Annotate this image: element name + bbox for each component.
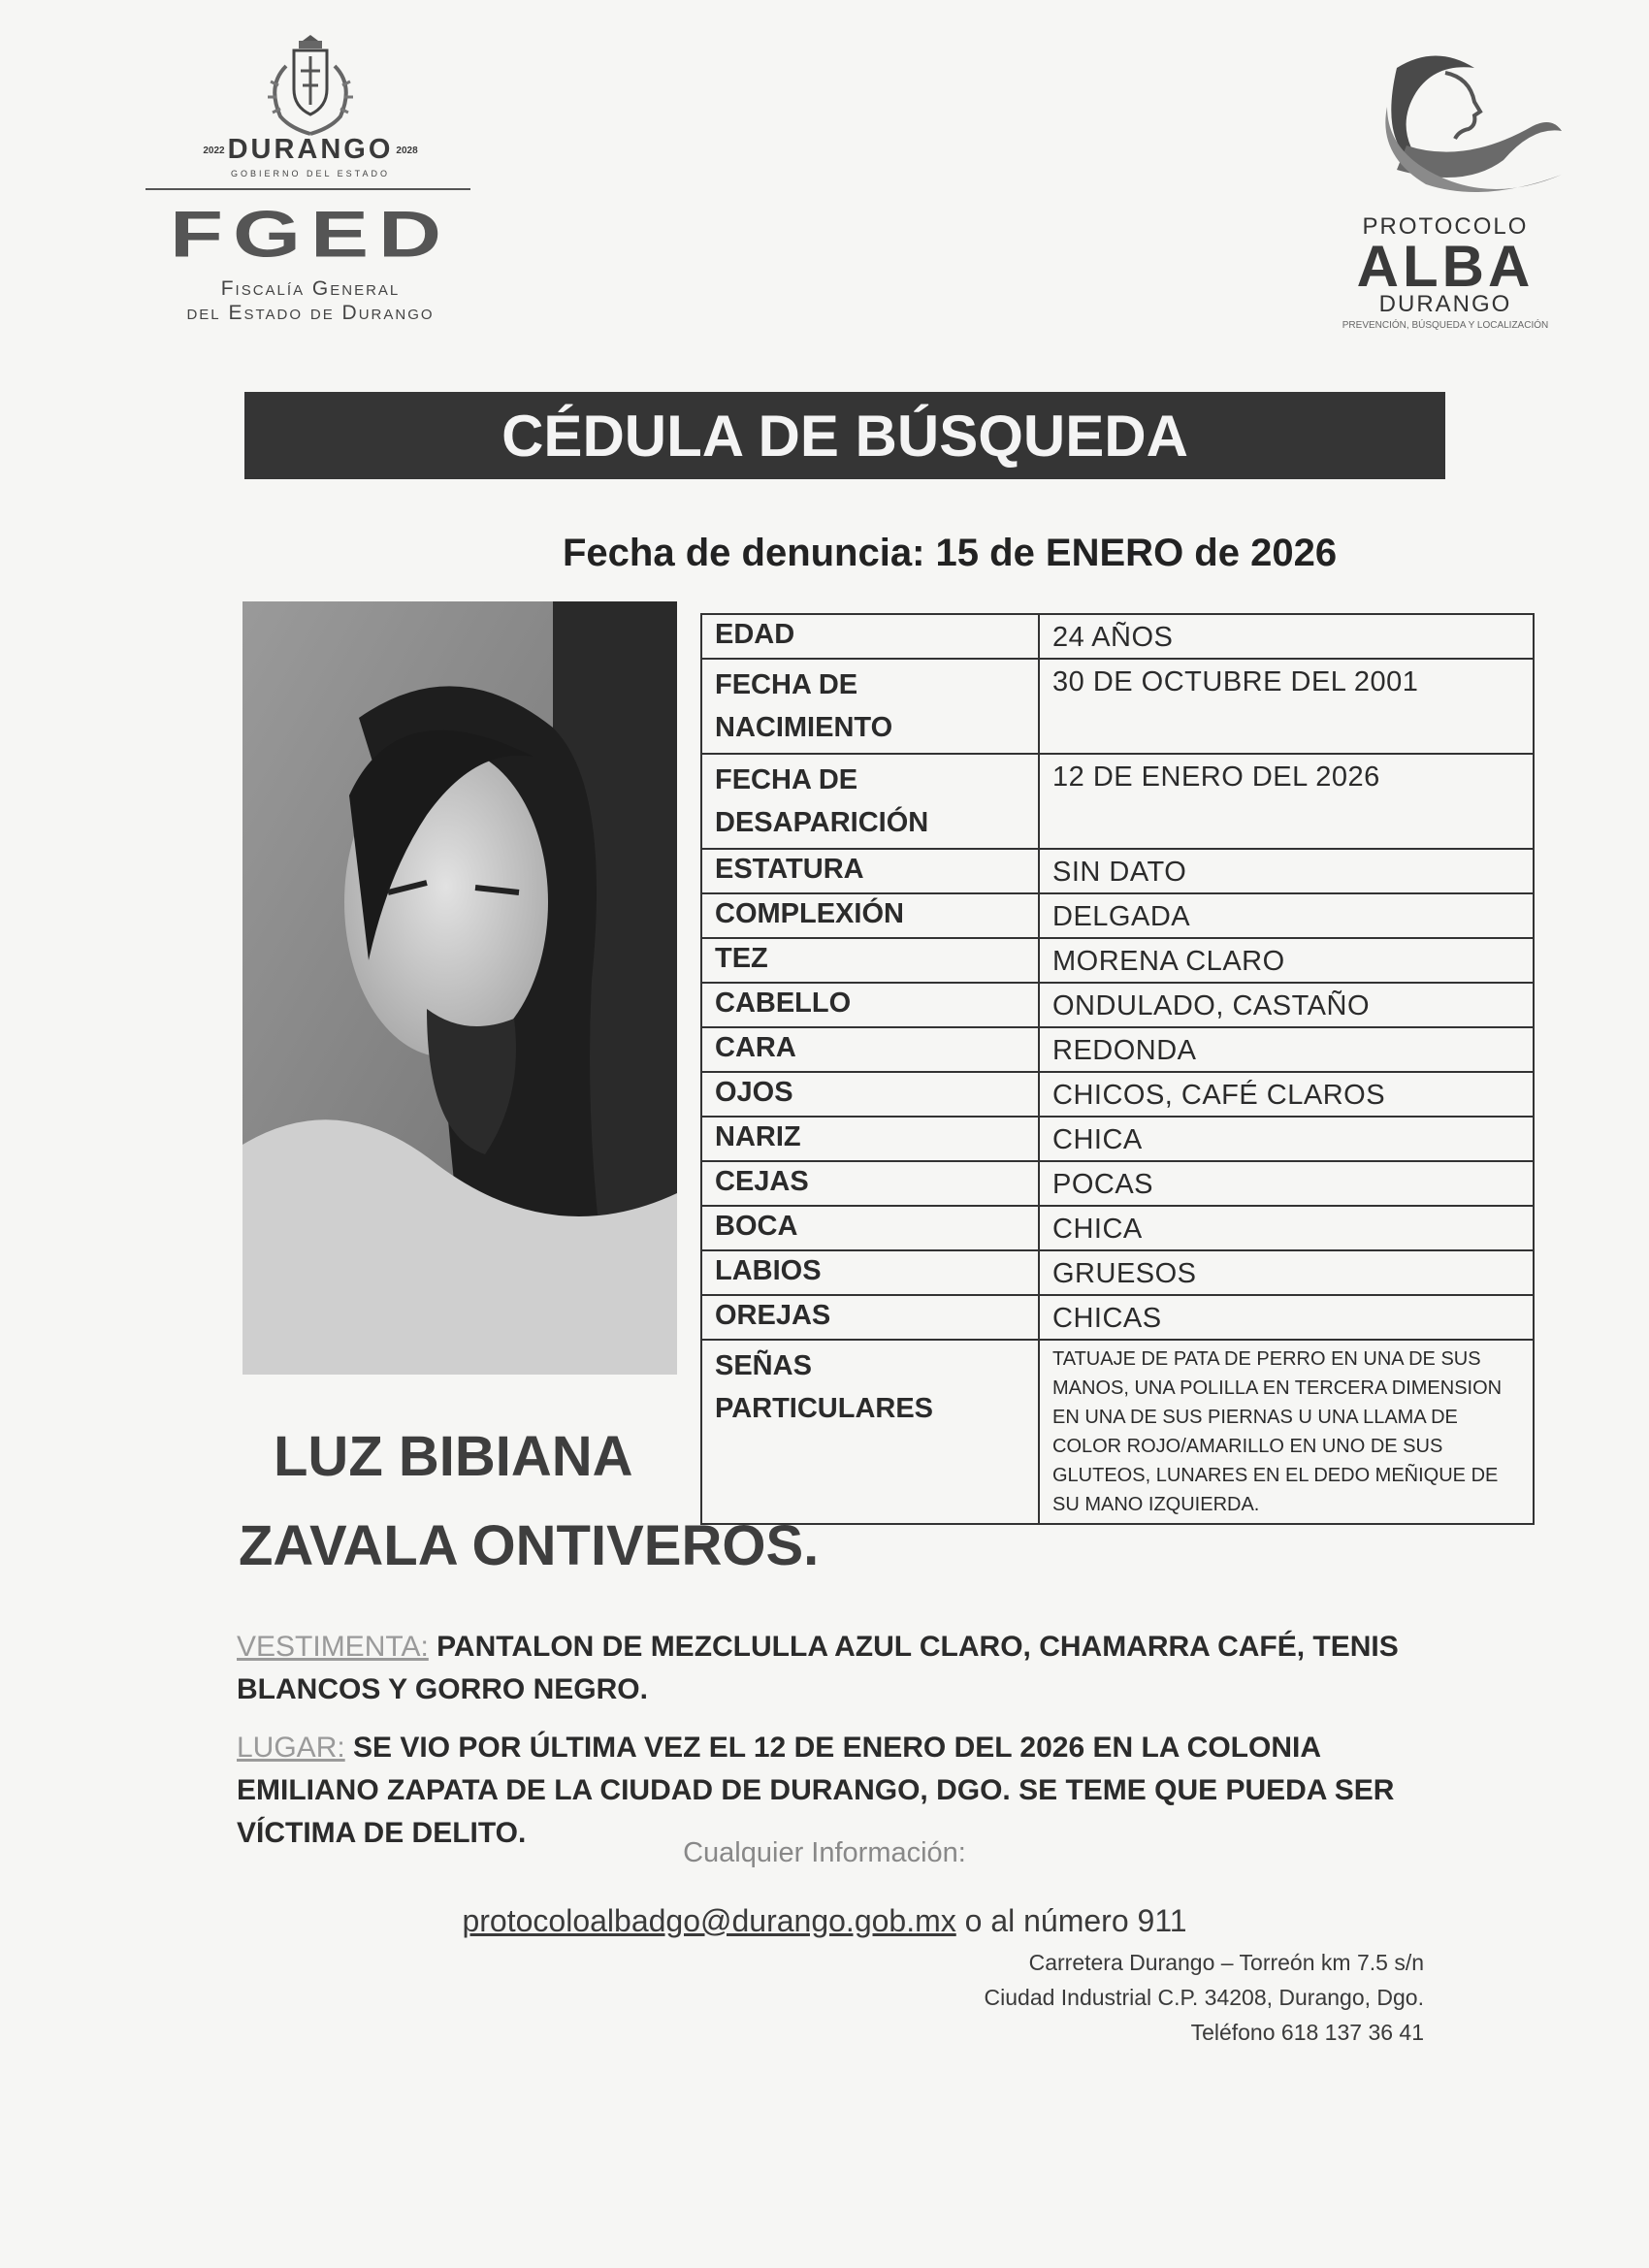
row-label: LABIOS	[701, 1250, 1039, 1295]
logo-divider	[146, 188, 470, 190]
location-label: LUGAR:	[237, 1732, 345, 1764]
row-label: EDAD	[701, 614, 1039, 659]
physical-description-table	[700, 613, 1535, 1525]
state-crest-icon	[257, 27, 364, 144]
row-label: BOCA	[701, 1206, 1039, 1250]
row-label: CEJAS	[701, 1161, 1039, 1206]
row-value: CHICA	[1039, 1117, 1534, 1161]
row-label: ESTATURA	[701, 849, 1039, 893]
protocolo-word: PROTOCOLO	[1362, 213, 1529, 240]
table-row	[701, 893, 1534, 938]
row-value: CHICA	[1039, 1206, 1534, 1250]
table-row	[701, 1117, 1534, 1161]
row-value: GRUESOS	[1039, 1250, 1534, 1295]
table-row	[701, 659, 1534, 754]
person-name-line1: LUZ BIBIANA	[274, 1425, 633, 1488]
person-name-line2: ZAVALA ONTIVEROS.	[239, 1514, 820, 1577]
row-value: MORENA CLARO	[1039, 938, 1534, 983]
table-row	[701, 1250, 1534, 1295]
gobierno-label: GOBIERNO DEL ESTADO	[230, 169, 391, 178]
row-value: CHICOS, CAFÉ CLAROS	[1039, 1072, 1534, 1117]
info-request: Cualquier Información:	[683, 1837, 966, 1868]
alba-durango-word: DURANGO	[1378, 291, 1512, 317]
missing-person-photo	[242, 601, 677, 1375]
table-row	[701, 1161, 1534, 1206]
title-banner: CÉDULA DE BÚSQUEDA	[244, 392, 1445, 479]
address-line2: Ciudad Industrial C.P. 34208, Durango, Dgo.	[984, 1985, 1424, 2010]
row-value: 12 DE ENERO DEL 2026	[1039, 754, 1534, 849]
location-text: SE VIO POR ÚLTIMA VEZ EL 12 DE ENERO DEL 2026 EN LA COLONIA EMILIANO ZAPATA DE LA CIUDAD DE DURANGO, DGO. SE TEME QUE PUEDA SER VÍCTIMA DE DELITO.	[237, 1732, 1395, 1849]
row-value: CHICAS	[1039, 1295, 1534, 1340]
row-label: FECHA DE NACIMIENTO	[701, 659, 1039, 754]
row-value: REDONDA	[1039, 1027, 1534, 1072]
table-row	[701, 1027, 1534, 1072]
row-label: CABELLO	[701, 983, 1039, 1027]
address-phone: Teléfono 618 137 36 41	[1190, 2020, 1424, 2045]
table-row	[701, 614, 1534, 659]
clothing-description	[237, 1626, 1459, 1711]
fged-logo	[146, 27, 475, 338]
fiscalia-line1: Fiscalía General	[220, 277, 401, 300]
table-row	[701, 1340, 1534, 1524]
table-row	[701, 1072, 1534, 1117]
row-label: SEÑAS PARTICULARES	[701, 1340, 1039, 1524]
contact-email-link[interactable]: protocoloalbadgo@durango.gob.mx	[462, 1903, 956, 1938]
row-label: TEZ	[701, 938, 1039, 983]
row-value: ONDULADO, CASTAÑO	[1039, 983, 1534, 1027]
alba-tagline: PREVENCIÓN, BÚSQUEDA Y LOCALIZACIÓN	[1342, 320, 1549, 331]
row-label: COMPLEXIÓN	[701, 893, 1039, 938]
table-row	[701, 1295, 1534, 1340]
table-row	[701, 1206, 1534, 1250]
durango-wordmark: 2022 DURANGO 2028	[203, 134, 418, 165]
clothing-text: PANTALON DE MEZCLULLA AZUL CLARO, CHAMARRA CAFÉ, TENIS BLANCOS Y GORRO NEGRO.	[237, 1631, 1399, 1705]
row-value: 30 DE OCTUBRE DEL 2001	[1039, 659, 1534, 754]
table-row	[701, 754, 1534, 849]
protocolo-alba-logo	[1319, 49, 1571, 340]
row-label: OJOS	[701, 1072, 1039, 1117]
contact-phone-text: o al número 911	[955, 1903, 1187, 1938]
location-description	[237, 1727, 1459, 1855]
row-value: TATUAJE DE PATA DE PERRO EN UNA DE SUS MANOS, UNA POLILLA EN TERCERA DIMENSION EN UNA DE SUS PIERNAS U UNA LLAMA DE COLOR ROJO/AMARILLO EN UNO DE SUS GLUTEOS, LUNARES EN EL DEDO MEÑIQUE DE SU MANO IZQUIERDA.	[1039, 1340, 1534, 1524]
table-row	[701, 983, 1534, 1027]
row-value: 24 AÑOS	[1039, 614, 1534, 659]
fged-acronym: FGED	[169, 198, 451, 272]
row-value: DELGADA	[1039, 893, 1534, 938]
row-label: CARA	[701, 1027, 1039, 1072]
fiscalia-line2: del Estado de Durango	[186, 302, 435, 324]
report-date: Fecha de denuncia: 15 de ENERO de 2026	[563, 532, 1338, 574]
contact-line	[0, 1903, 1649, 1939]
row-label: NARIZ	[701, 1117, 1039, 1161]
table-row	[701, 938, 1534, 983]
row-label: FECHA DE DESAPARICIÓN	[701, 754, 1039, 849]
row-value: POCAS	[1039, 1161, 1534, 1206]
row-label: OREJAS	[701, 1295, 1039, 1340]
row-value: SIN DATO	[1039, 849, 1534, 893]
address-line1: Carretera Durango – Torreón km 7.5 s/n	[1028, 1950, 1424, 1975]
table-row	[701, 849, 1534, 893]
clothing-label: VESTIMENTA:	[237, 1631, 429, 1663]
woman-profile-icon	[1329, 49, 1562, 213]
alba-word: ALBA	[1356, 234, 1535, 299]
